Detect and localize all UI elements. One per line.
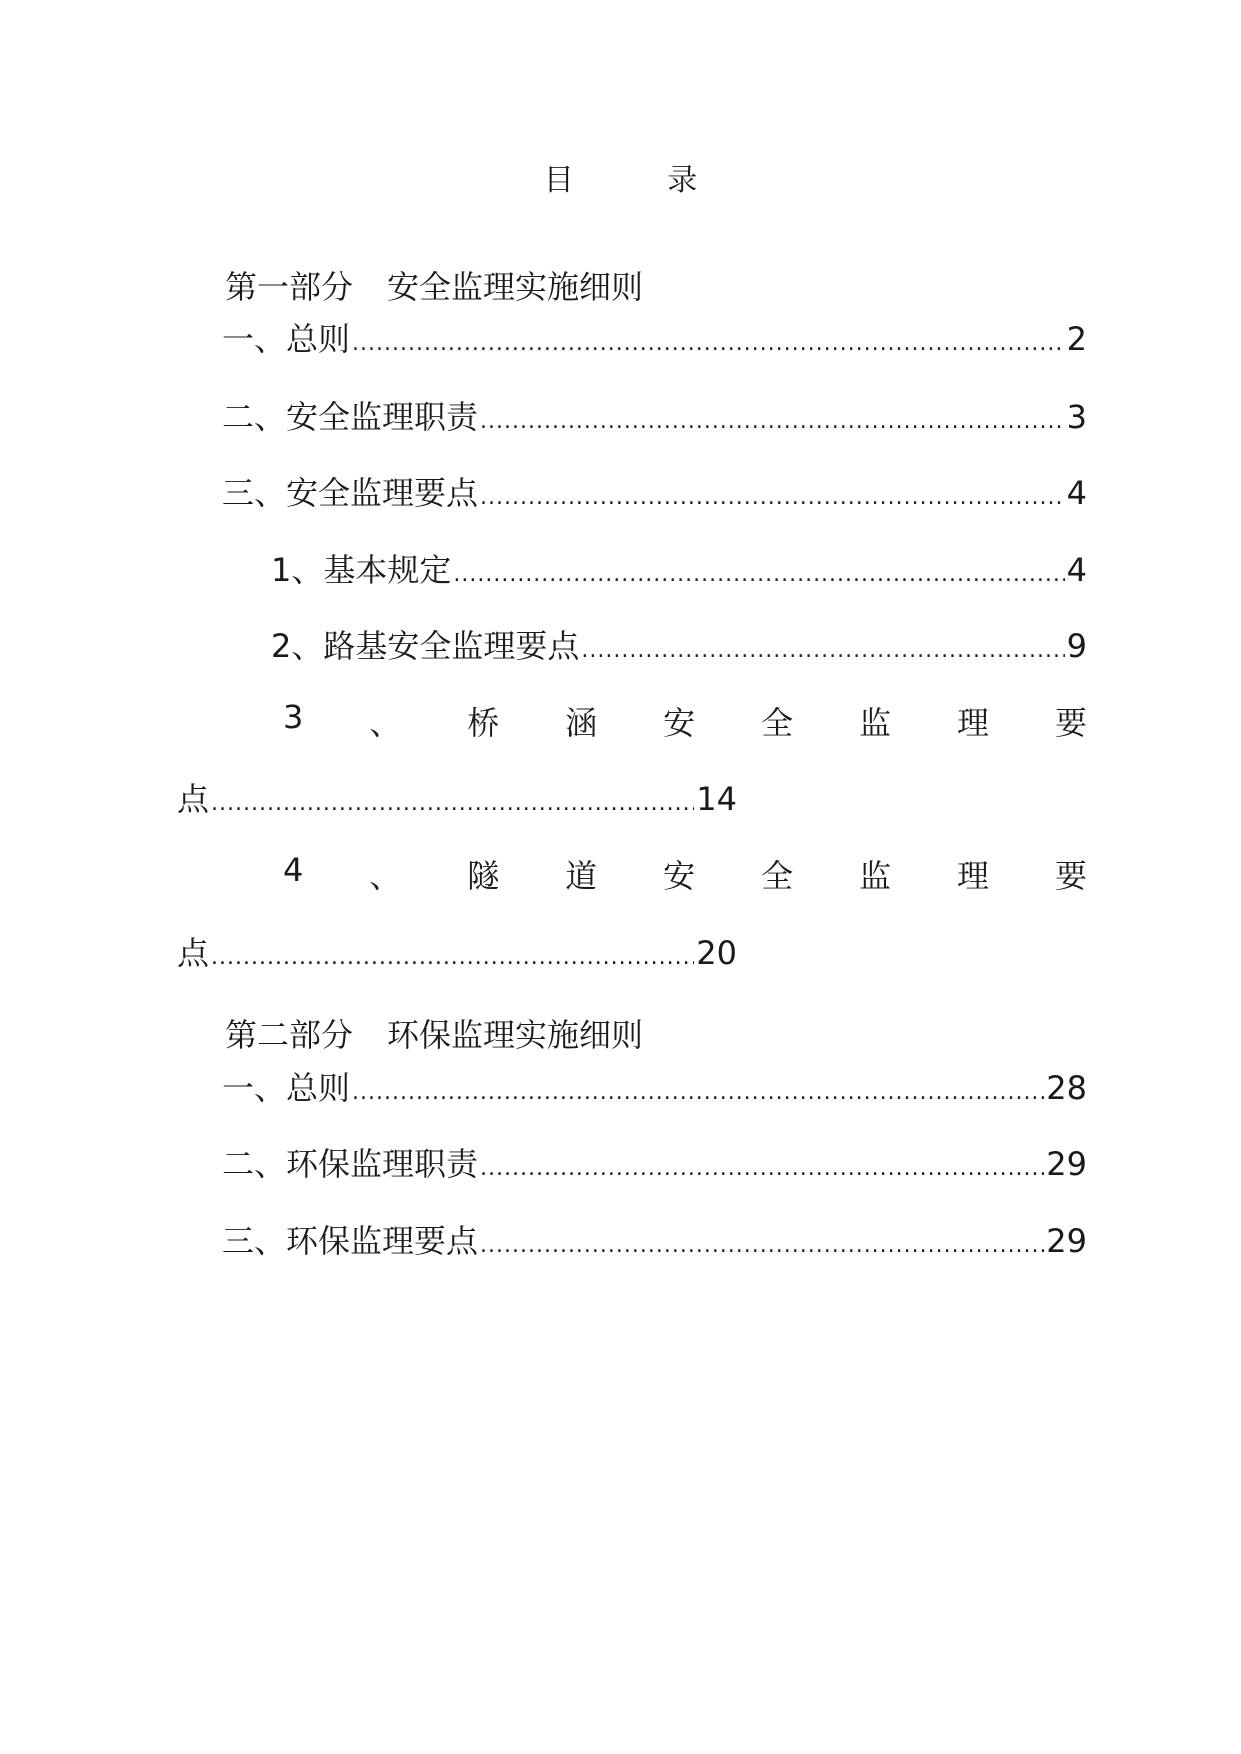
toc-entry-page: 29	[1046, 1222, 1087, 1260]
toc-entry-label: 二、环保监理职责	[222, 1145, 479, 1183]
toc-char: 全	[761, 857, 794, 895]
toc-subentry-justified[interactable]	[283, 851, 1087, 895]
toc-entry[interactable]	[222, 314, 1087, 358]
dot-leader	[480, 485, 1065, 510]
toc-subentry[interactable]	[271, 621, 1087, 665]
toc-char: 监	[859, 704, 892, 742]
dot-leader	[211, 791, 694, 816]
toc-entry-page: 20	[696, 934, 737, 972]
toc-entry-page: 2	[1066, 320, 1087, 358]
dot-leader	[480, 409, 1065, 434]
toc-char: 桥	[467, 704, 500, 742]
toc-entry-label: 一、总则	[222, 320, 351, 358]
toc-char: 安	[663, 704, 696, 742]
toc-entry-label: 三、环保监理要点	[222, 1222, 479, 1260]
toc-entry-label: 点	[177, 780, 210, 818]
toc-entry-label: 三、安全监理要点	[222, 474, 479, 512]
toc-title: 目 录	[543, 163, 740, 198]
toc-entry-page: 29	[1046, 1145, 1087, 1183]
part2-heading-number: 第二部分	[225, 1016, 354, 1054]
part1-heading-number: 第一部分	[225, 268, 354, 306]
toc-char: 隧	[467, 857, 500, 895]
toc-char: 理	[957, 857, 990, 895]
part1-heading-title: 安全监理实施细则	[387, 268, 644, 306]
toc-char: 道	[565, 857, 598, 895]
toc-char: 4	[283, 851, 304, 889]
toc-entry-label: 一、总则	[222, 1069, 351, 1107]
dot-leader	[480, 1233, 1044, 1258]
toc-char: 理	[957, 704, 990, 742]
toc-char: 要	[1054, 857, 1087, 895]
dot-leader	[480, 1156, 1044, 1181]
toc-entry-label: 1、基本规定	[271, 551, 452, 589]
toc-subentry-justified[interactable]	[283, 698, 1087, 742]
toc-entry-label: 二、安全监理职责	[222, 398, 479, 436]
dot-leader	[352, 331, 1065, 356]
toc-entry-page: 9	[1066, 627, 1087, 665]
dot-leader	[352, 1080, 1044, 1105]
toc-entry[interactable]	[222, 392, 1087, 436]
toc-char: 、	[369, 704, 402, 742]
part2-heading-title: 环保监理实施细则	[387, 1016, 644, 1054]
toc-entry[interactable]	[222, 1139, 1087, 1183]
toc-subentry-wrap[interactable]	[177, 928, 737, 972]
dot-leader	[453, 562, 1064, 587]
toc-entry-page: 14	[696, 780, 737, 818]
toc-char: 3	[283, 698, 304, 736]
toc-char: 安	[663, 857, 696, 895]
toc-char: 涵	[565, 704, 598, 742]
toc-entry[interactable]	[222, 1063, 1087, 1107]
toc-char: 、	[369, 857, 402, 895]
toc-char: 监	[859, 857, 892, 895]
toc-entry-page: 4	[1066, 474, 1087, 512]
toc-char: 全	[761, 704, 794, 742]
toc-entry-label: 2、路基安全监理要点	[271, 627, 580, 665]
toc-entry-page: 3	[1066, 398, 1087, 436]
toc-subentry-wrap[interactable]	[177, 774, 737, 818]
dot-leader	[581, 638, 1064, 663]
part2-heading	[225, 1010, 643, 1056]
toc-char: 要	[1054, 704, 1087, 742]
toc-entry-label: 点	[177, 934, 210, 972]
part1-heading	[225, 262, 643, 308]
toc-entry[interactable]	[222, 468, 1087, 512]
toc-entry[interactable]	[222, 1216, 1087, 1260]
toc-entry-page: 28	[1046, 1069, 1087, 1107]
toc-subentry[interactable]	[271, 545, 1087, 589]
toc-entry-page: 4	[1066, 551, 1087, 589]
dot-leader	[211, 945, 694, 970]
